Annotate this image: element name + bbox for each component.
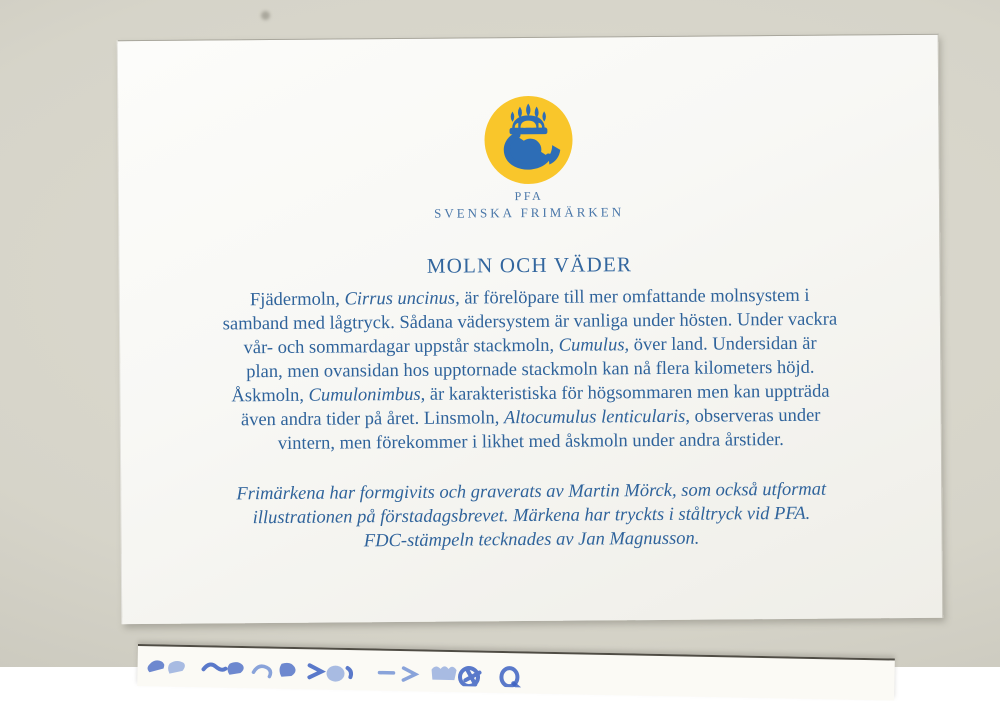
body-line: vintern, men förekommer i likhet med åskmoln under andra årstider. — [277, 430, 784, 454]
insert-card — [118, 34, 944, 624]
body-line: vår- och sommardagar uppstår stackmoln, Cumulus, över land. Undersidan är — [243, 333, 817, 359]
card-title: MOLN OCH VÄDER — [426, 252, 633, 278]
posten-logo — [484, 96, 573, 185]
brand-svenska-frimarken: SVENSKA FRIMÄRKEN — [433, 204, 625, 221]
posten-logo-icon — [484, 96, 573, 185]
body-line: plan, men ovansidan hos upptornade stackmoln kan nå flera kilometers höjd. — [246, 357, 815, 383]
credits-line: FDC-stämpeln tecknades av Jan Magnusson. — [363, 528, 700, 552]
brand-pfa: PFA — [514, 188, 544, 204]
credits-paragraph — [121, 477, 942, 555]
body-line: även andra tider på året. Linsmoln, Altocumulus lenticularis, observeras under — [240, 405, 821, 431]
credits-line: Frimärkena har formgivits och graverats av Martin Mörck, som också utformat — [236, 479, 827, 505]
body-line: samband med lågtryck. Sådana vädersystem är vanliga under hösten. Under vackra — [222, 309, 838, 335]
dust-speck — [261, 11, 270, 20]
body-paragraph — [120, 283, 941, 457]
fdc-card-edge — [137, 644, 895, 701]
body-line: Åskmoln, Cumulonimbus, är karakteristiska för högsommaren men kan uppträda — [231, 381, 830, 407]
body-line: Fjädermoln, Cirrus uncinus, är förelöpare till mer omfattande molnsystem i — [249, 285, 810, 311]
credits-line: illustrationen på förstadagsbrevet. Märkena har tryckts i ståltryck vid PFA. — [252, 503, 811, 529]
ink-sketch-doodles-icon — [141, 650, 881, 694]
